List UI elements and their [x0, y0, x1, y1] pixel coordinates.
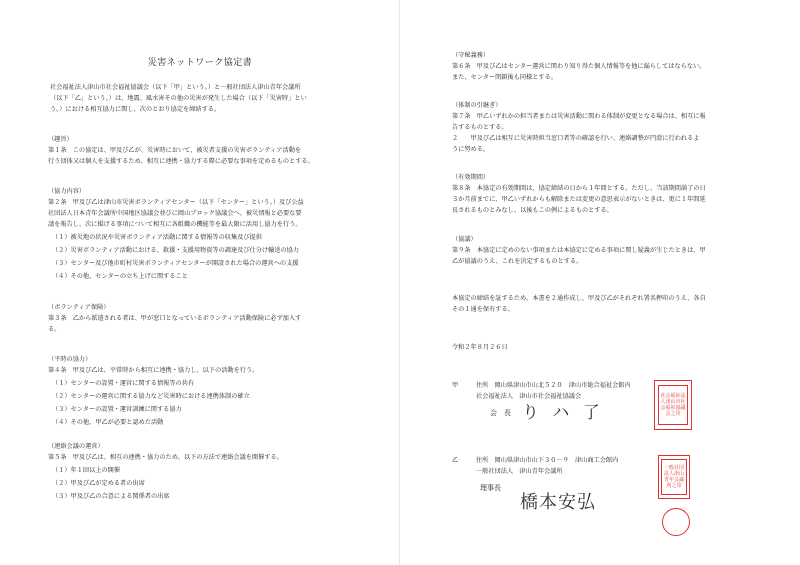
article-9-heading: （協議） [452, 236, 477, 243]
article-8-line: ３か月前までに、甲乙いずれからも解除または変更の意思表示がないときは、更に１年間延 [452, 196, 706, 203]
article-3-line: る。 [48, 326, 61, 333]
party-a-address: 住所 岡山県津山市山北５２０ 津山市総合福祉会館内 [476, 382, 631, 389]
article-6-line: 第６条 甲及び乙はセンター運営に関わり知り得た個人情報等を他に漏らしてはならない。 [452, 63, 706, 70]
article-9-line: 乙が協議のうえ、これを決定するものとする。 [452, 258, 583, 265]
party-a-org: 社会福祉法人 津山市社会福祉協議会 [476, 393, 582, 400]
article-2-line: 請を報告し、次に掲げる事項について相互に各組織の機能等を最大限に活用し協力を行う。 [48, 221, 302, 228]
party-a-role: 会 長 [490, 409, 511, 417]
party-b-round-seal [662, 508, 690, 536]
closing-line: その１通を保有する。 [452, 306, 514, 313]
article-9-line: 第９条 本協定に定めのない事項または本協定に定める事項に関し疑義が生じたときは、甲 [452, 247, 706, 254]
article-8-line: 第８条 本協定の有効期間は、協定締結の日から１年間とする。ただし、当該期間満了の日 [452, 185, 706, 192]
article-6-line: また、センター閉鎖後も同様とする。 [452, 74, 557, 81]
party-b-mark: 乙 [452, 457, 459, 464]
party-a-signature: り ハ 了 [522, 403, 604, 423]
article-1-line: 第１条 この協定は、甲及び乙が、災害時において、被災者支援の災害ボランティア活動を [48, 147, 302, 154]
article-2-item: （３）センター及び他市町村災害ボランティアセンターが開設された場合の運営への支援 [52, 260, 299, 267]
article-7-line: ２ 甲及び乙は相互に災害時担当窓口者等の確認を行い、連絡調整が円滑に行われるよ [452, 135, 700, 142]
article-2-item: （２）災害ボランティア活動における、救援・支援用物資等の調達及び仕分け輸送の協力 [52, 247, 300, 254]
party-a-mark: 甲 [452, 382, 459, 389]
article-7-heading: （体制の引継ぎ） [452, 102, 502, 109]
preamble-line: （以下「乙」という。）は、地震、風水害その他の災害が発生した場合（以下「災害時」とい [50, 95, 307, 102]
article-7-line: 第７条 甲乙いずれかの担当者または災害活動に関わる体制が変更となる場合は、相互に報 [452, 113, 706, 120]
article-4-item: （２）センターの運営に関する協力など災害時における連携体制の確立 [52, 393, 250, 400]
article-2-line: 社団法人日本青年会議所中国地区協議会並びに岡山ブロック協議会へ、被災情報と必要な要 [48, 210, 302, 217]
party-b-org: 一般社団法人 津山青年会議所 [476, 468, 563, 475]
article-1-heading: （趣旨） [48, 136, 73, 143]
article-4-item: （３）センターの設置・運営訓練に関する協力 [52, 406, 182, 413]
article-5-item: （３）甲及び乙の合意による関係者の出席 [52, 493, 170, 500]
party-b-signature: 橋本安弘 [520, 492, 596, 513]
agreement-date: 令和２年８月２６日 [452, 344, 508, 351]
preamble-line: 社会福祉法人津山市社会福祉協議会（以下「甲」という。）と一般社団法人津山青年会議所 [50, 84, 301, 91]
article-4-line: 第４条 甲及び乙は、平常時から相互に連携・協力し、以下の活動を行う。 [48, 367, 259, 374]
party-a-seal-text: 社会福祉法人津山市社会福祉協議会之印 [658, 385, 689, 425]
preamble-line: う。）における相互協力に関し、次のとおり協定を締結する。 [50, 106, 221, 113]
article-2-line: 第２条 甲及び乙は津山市災害ボランティアセンター（以下「センター」という。）及び公益 [48, 199, 304, 206]
article-3-line: 第３条 乙から派遣される者は、甲が窓口となっているボランティア活動保険に必ず加入す [48, 315, 302, 322]
article-2-item: （４）その他、センターの立ち上げに関すること [52, 273, 188, 280]
party-b-role: 理事長 [480, 484, 501, 492]
party-b-address: 住所 岡山県津山市山下３０－９ 津山商工会館内 [476, 457, 619, 464]
article-1-line: 行う団体又は個人を支援するため、相互に連携・協力する際に必要な事項を定めるものとする。 [48, 158, 314, 165]
article-5-item: （１）年１回以上の開催 [52, 467, 121, 474]
article-3-heading: （ボランティア保険） [48, 304, 110, 311]
article-4-item: （４）その他、甲乙が必要と認めた活動 [52, 419, 164, 426]
article-5-line: 第５条 甲及び乙は、相互の連携・協力のため、以下の方法で連絡会議を開催する。 [48, 454, 283, 461]
article-4-item: （１）センターの設置・運営に関する情報等の共有 [52, 380, 195, 387]
article-8-heading: （有効期間） [452, 174, 490, 181]
document-title: 災害ネットワーク協定書 [147, 58, 253, 68]
article-5-item: （２）甲及び乙が定める者の出席 [52, 480, 145, 487]
party-a-seal [654, 380, 692, 430]
article-4-heading: （平時の協力） [48, 356, 92, 363]
party-b-seal [658, 455, 690, 499]
article-2-heading: （協力内容） [48, 188, 86, 195]
article-7-line: 告するものとする。 [452, 124, 508, 131]
article-6-heading: （守秘義務） [452, 52, 490, 59]
closing-line: 本協定の締結を証するため、本書を２通作成し、甲及び乙がそれぞれ署名押印のうえ、各自 [452, 295, 706, 302]
article-7-line: うに努める。 [452, 146, 490, 153]
agreement-page-right [400, 0, 800, 565]
article-8-line: 長されるものとみなし、以後もこの例によるものとする。 [452, 207, 613, 214]
party-b-seal-text: 一般社団法人津山青年会議所之印 [661, 459, 687, 495]
article-5-heading: （連絡会議の運営） [48, 443, 104, 450]
article-2-item: （１）被災地の状況や災害ボランティア活動に関する情報等の収集及び提供 [52, 234, 262, 241]
